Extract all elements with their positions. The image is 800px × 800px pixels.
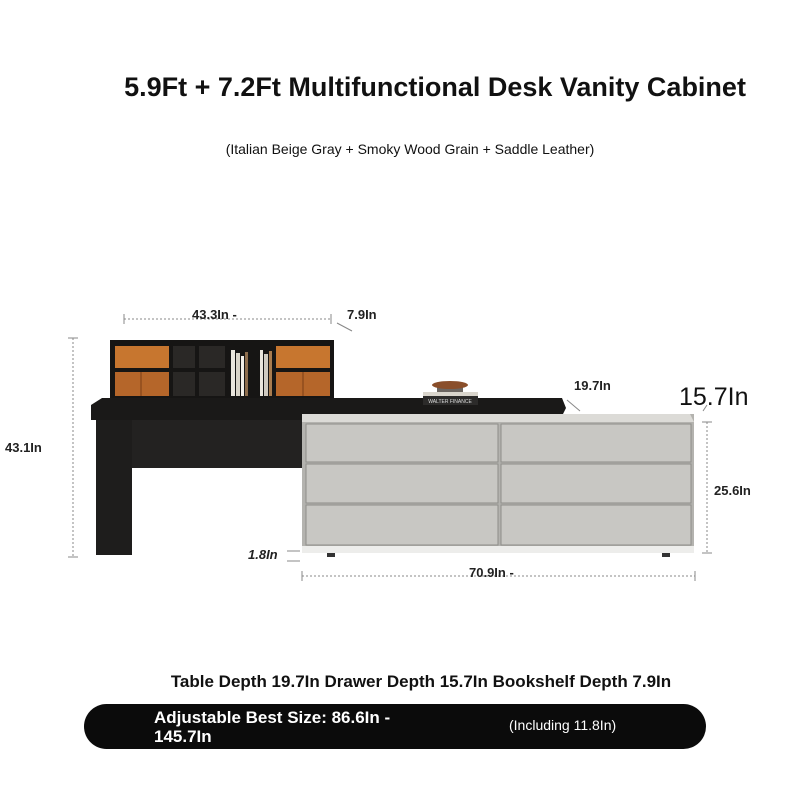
product-title: 5.9Ft + 7.2Ft Multifunctional Desk Vanity Cabinet <box>124 72 746 102</box>
leather-drawer <box>115 372 169 396</box>
book <box>231 350 235 396</box>
size-banner <box>84 704 706 749</box>
cabinet-width-label: 70.9In - <box>469 565 514 580</box>
table-depth-label: 19.7In <box>574 378 611 393</box>
total-height-label: 43.1In <box>5 440 42 455</box>
decor-bowl <box>432 381 468 389</box>
bookshelf-width-label: 43.3In - <box>192 307 237 322</box>
depths-summary: Table Depth 19.7In Drawer Depth 15.7In Bookshelf Depth 7.9In <box>170 672 672 691</box>
cabinet-height-label: 25.6In <box>714 483 751 498</box>
banner-main-text: Adjustable Best Size: 86.6In - 145.7In <box>154 708 391 746</box>
bookshelf-depth-label: 7.9In <box>347 307 377 322</box>
book-label: WALTER FINANCE <box>428 399 472 405</box>
banner-note-text: (Including 11.8In) <box>509 717 617 733</box>
desk-leg <box>96 418 132 555</box>
desk-apron <box>132 418 304 468</box>
leg-height-label: 1.8In <box>248 547 278 562</box>
drawer-fronts <box>306 424 691 545</box>
drawer-depth-label: 15.7In <box>679 383 749 411</box>
product-subtitle: (Italian Beige Gray + Smoky Wood Grain + Saddle Leather) <box>225 141 595 157</box>
shelf-cubby-light <box>115 346 169 368</box>
